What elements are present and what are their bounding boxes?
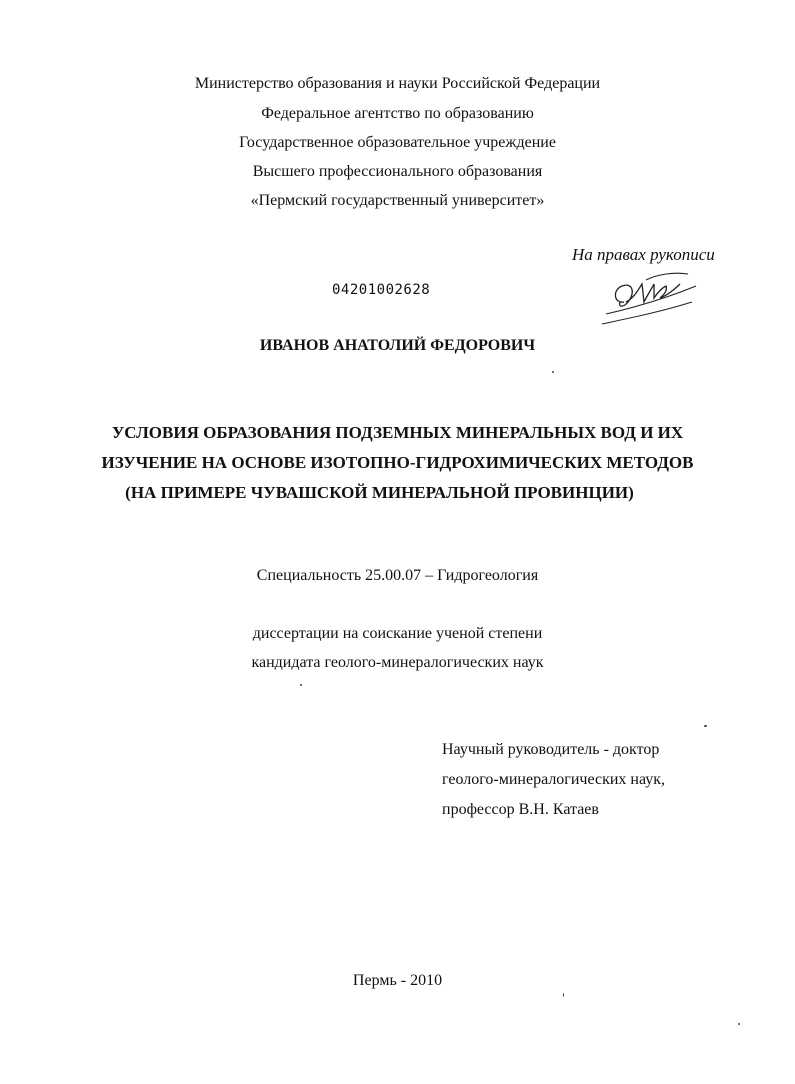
catalog-number-stamp: 04201002628 xyxy=(332,282,431,298)
manuscript-note: На правах рукописи xyxy=(572,245,715,264)
advisor-line-2: геолого-минералогических наук, xyxy=(442,771,666,788)
author-name: ИВАНОВ АНАТОЛИЙ ФЕДОРОВИЧ xyxy=(259,337,536,354)
title-line-2: ИЗУЧЕНИЕ НА ОСНОВЕ ИЗОТОПНО-ГИДРОХИМИЧЕСКИХ МЕТОДОВ xyxy=(101,453,694,472)
institution-line: Государственное образовательное учреждение xyxy=(239,134,556,151)
degree-line-2: кандидата геолого-минералогических наук xyxy=(251,654,544,671)
title-line-3: (НА ПРИМЕРЕ ЧУВАШСКОЙ МИНЕРАЛЬНОЙ ПРОВИНЦИИ) xyxy=(125,483,634,502)
scan-speck xyxy=(563,993,564,997)
advisor-line-3: профессор В.Н. Катаев xyxy=(442,801,599,818)
university-line: «Пермский государственный университет» xyxy=(250,192,545,209)
scan-speck xyxy=(552,371,554,373)
scan-speck xyxy=(300,684,302,686)
advisor-line-1: Научный руководитель - доктор xyxy=(442,741,660,758)
ministry-line: Министерство образования и науки Российской Федерации xyxy=(194,75,601,92)
degree-line-1: диссертации на соискание ученой степени xyxy=(252,625,543,642)
place-and-year: Пермь - 2010 xyxy=(352,972,443,989)
scan-speck xyxy=(738,1023,740,1025)
title-line-1: УСЛОВИЯ ОБРАЗОВАНИЯ ПОДЗЕМНЫХ МИНЕРАЛЬНЫХ ВОД И ИХ xyxy=(111,423,684,442)
handwritten-signature-icon xyxy=(596,262,706,332)
education-level-line: Высшего профессионального образования xyxy=(252,163,543,180)
specialty-line: Специальность 25.00.07 – Гидрогеология xyxy=(256,567,539,584)
scan-speck xyxy=(704,725,707,727)
agency-line: Федеральное агентство по образованию xyxy=(261,105,534,122)
